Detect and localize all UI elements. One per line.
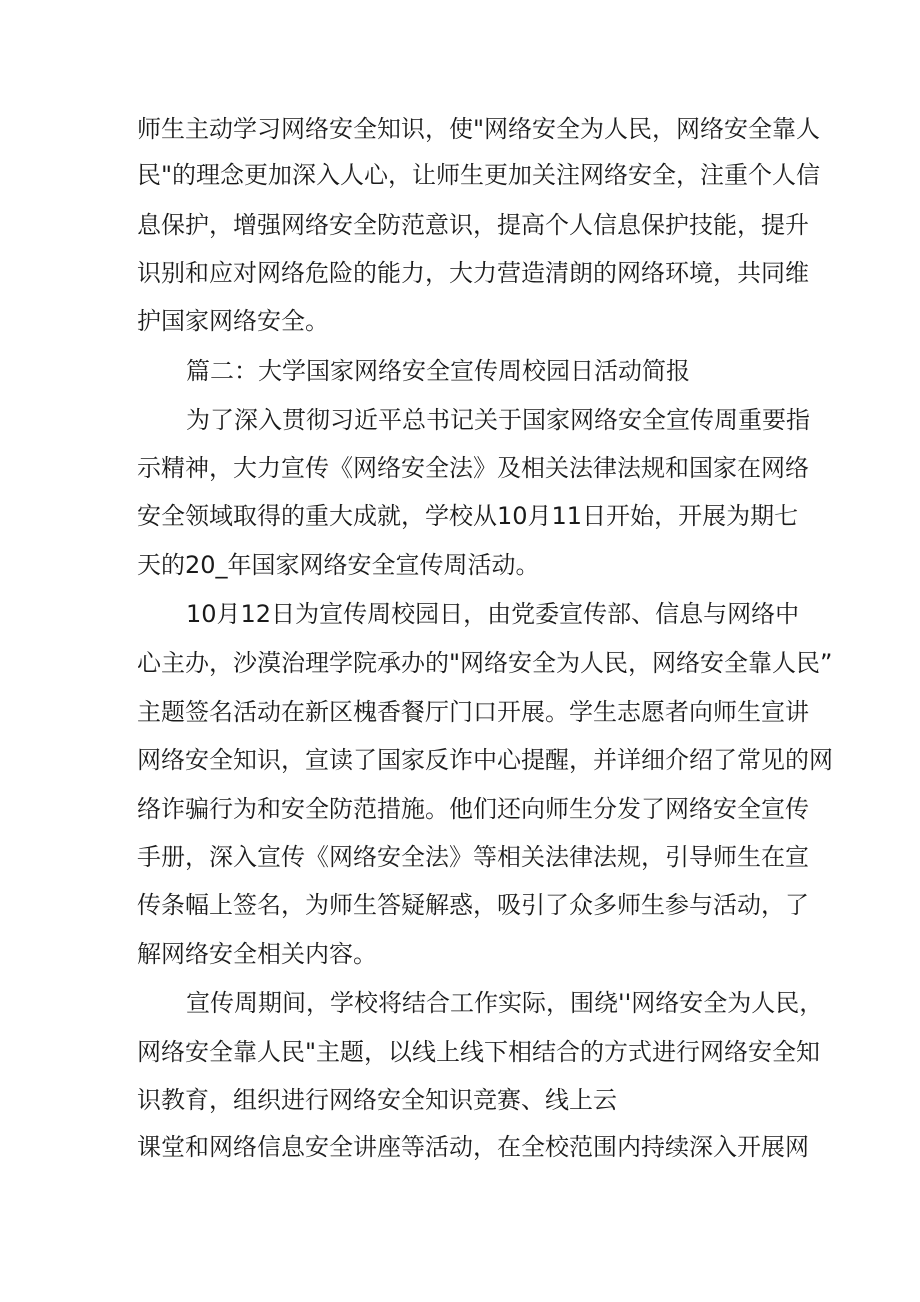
text-line: 络诈骗行为和安全防范措施。他们还向师生分发了网络安全宣传 (137, 795, 809, 823)
text-line: 解网络安全相关内容。 (137, 940, 377, 968)
text-line: 10月12日为宣传周校园日，由党委宣传部、信息与网络中 (186, 600, 800, 628)
text-line: 主题签名活动在新区槐香餐厅门口开展。学生志愿者向师生宣讲 (137, 698, 809, 726)
text-line: 心主办，沙漠治理学院承办的"网络安全为人民，网络安全靠人民” (137, 649, 833, 677)
text-line: 识教育，组织进行网络安全知识竞赛、线上云 (137, 1086, 617, 1114)
text-line: 网络安全靠人民"主题，以线上线下相结合的方式进行网络安全知 (137, 1038, 821, 1066)
text-line: 网络安全知识，宣读了国家反诈中心提醒，并详细介绍了常见的网 (137, 746, 833, 774)
text-line: 护国家网络安全。 (137, 307, 329, 335)
text-line: 宣传周期间，学校将结合工作实际，围绕''网络安全为人民， (186, 989, 824, 1017)
text-line: 民"的理念更加深入人心，让师生更加关注网络安全，注重个人信 (137, 161, 821, 189)
text-line: 示精神，大力宣传《网络安全法》及相关法律法规和国家在网络 (137, 454, 809, 482)
text-line: 为了深入贯彻习近平总书记关于国家网络安全宣传周重要指 (186, 406, 810, 434)
text-line: 师生主动学习网络安全知识，使"网络安全为人民，网络安全靠人 (137, 115, 821, 143)
text-line: 课堂和网络信息安全讲座等活动，在全校范围内持续深入开展网 (137, 1133, 809, 1161)
text-line: 手册，深入宣传《网络安全法》等相关法律法规，引导师生在宣 (137, 843, 809, 871)
text-line: 识别和应对网络危险的能力，大力营造清朗的网络环境，共同维 (137, 259, 809, 287)
section-heading: 篇二：大学国家网络安全宣传周校园日活动简报 (186, 357, 690, 385)
text-line: 天的20_年国家网络安全宣传周活动。 (137, 551, 540, 579)
text-line: 息保护，增强网络安全防范意识，提高个人信息保护技能，提升 (137, 211, 809, 239)
text-line: 安全领域取得的重大成就，学校从10月11日开始，开展为期七 (137, 502, 799, 530)
text-line: 传条幅上签名，为师生答疑解惑，吸引了众多师生参与活动，了 (137, 891, 809, 919)
